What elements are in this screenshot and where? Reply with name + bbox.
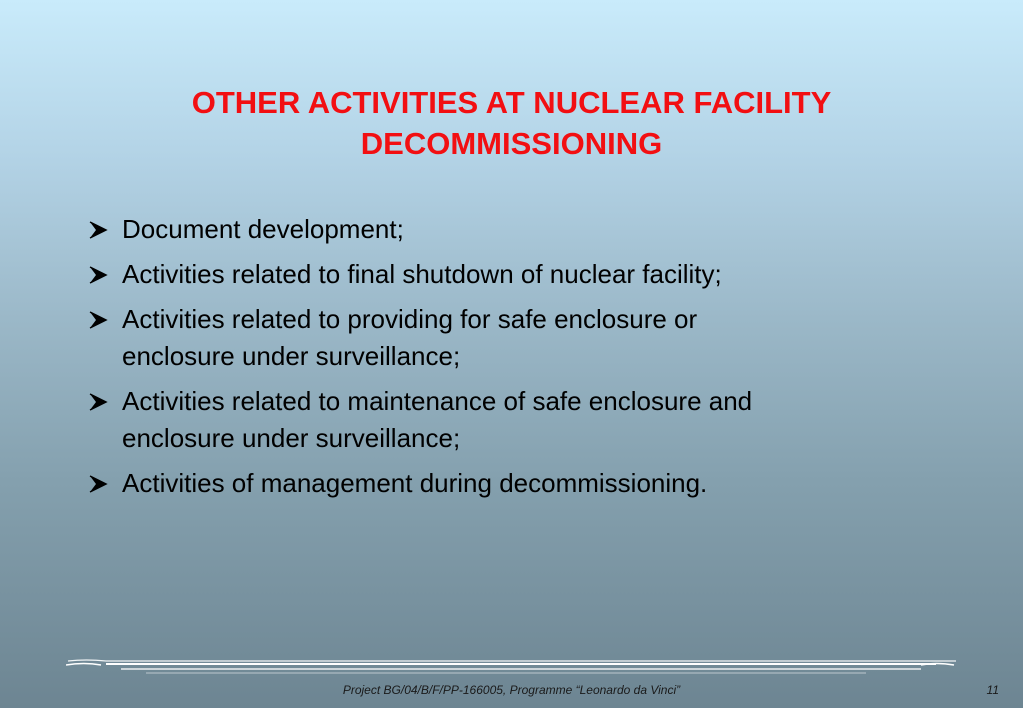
- page-number: 11: [986, 683, 999, 697]
- arrow-bullet-icon: [88, 265, 110, 285]
- arrow-bullet-icon: [88, 474, 110, 494]
- bullet-item: [88, 383, 908, 457]
- bullet-text-line: Activities related to final shutdown of nuclear facility;: [122, 259, 722, 289]
- footer-project-text: Project BG/04/B/F/PP-166005, Programme “Leonardo da Vinci”: [342, 683, 681, 697]
- slide-title: [0, 82, 1023, 164]
- arrow-bullet-icon: [88, 220, 110, 240]
- bullet-item: [88, 211, 908, 248]
- bullet-text-line: Activities related to maintenance of safe enclosure and: [122, 386, 753, 416]
- arrow-bullet-icon: [88, 310, 110, 330]
- bullet-text-line: Activities of management during decommissioning.: [122, 468, 708, 498]
- slide-title-line-1: OTHER ACTIVITIES AT NUCLEAR FACILITY: [191, 85, 832, 120]
- footer-divider: [66, 655, 956, 679]
- bullet-item: [88, 465, 908, 502]
- bullet-text-line: Document development;: [122, 214, 404, 244]
- bullet-list: [88, 211, 908, 510]
- bullet-item: [88, 301, 908, 375]
- bullet-item: [88, 256, 908, 293]
- bullet-text-line: enclosure under surveillance;: [122, 423, 461, 453]
- slide-title-line-2: DECOMMISSIONING: [360, 126, 663, 161]
- arrow-bullet-icon: [88, 392, 110, 412]
- bullet-text-line: enclosure under surveillance;: [122, 341, 461, 371]
- bullet-text-line: Activities related to providing for safe enclosure or: [122, 304, 698, 334]
